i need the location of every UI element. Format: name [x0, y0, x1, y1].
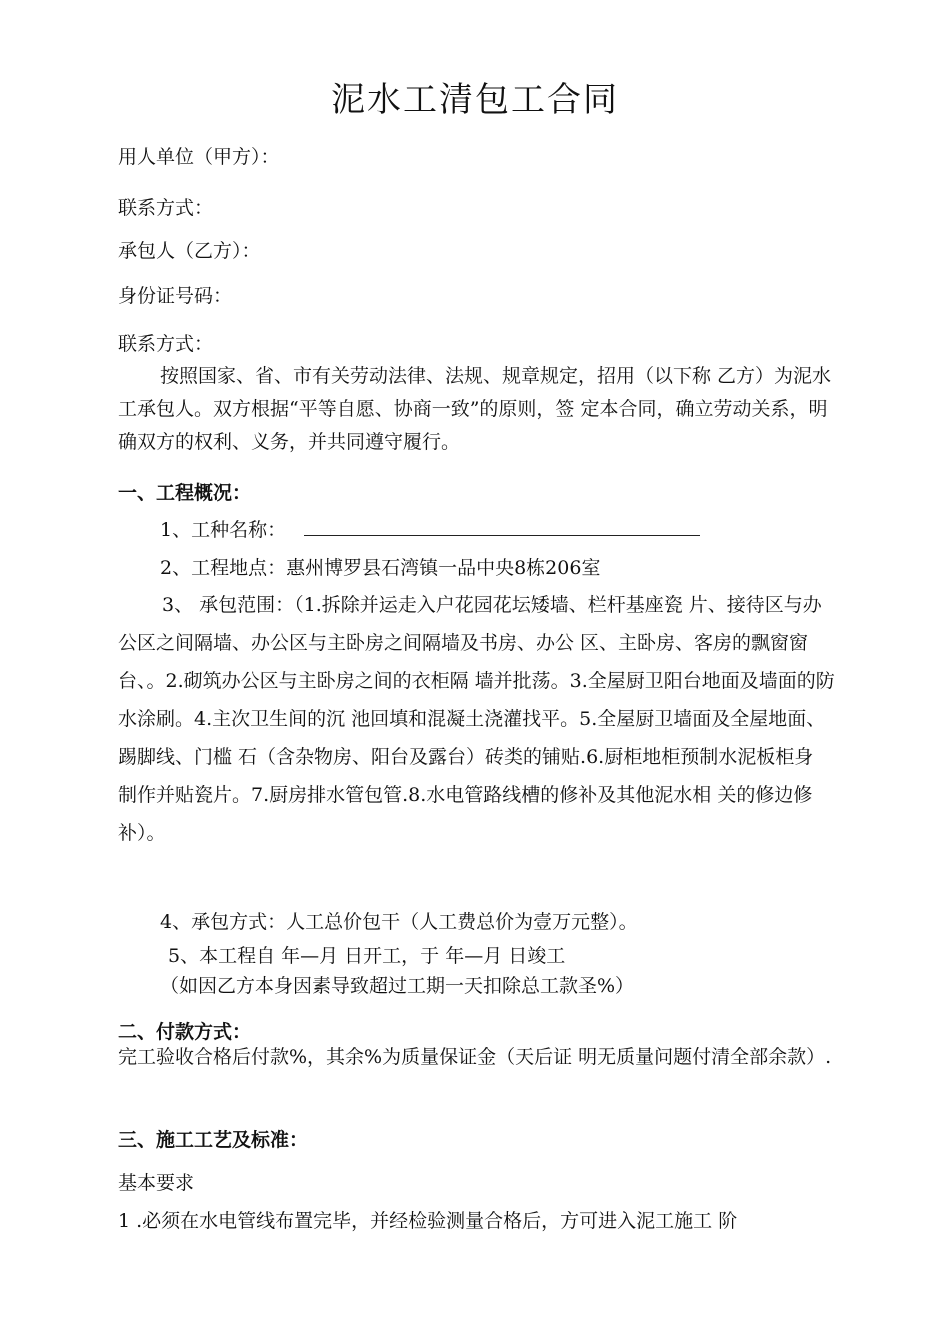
section-2-heading: 二、付款方式：: [118, 1021, 252, 1043]
contract-method-item: 4、承包方式：人工总价包干（人工费总价为壹万元整）。: [160, 911, 638, 933]
employer-contact-field: 联系方式：: [118, 197, 214, 219]
contractor-contact-field: 联系方式：: [118, 333, 214, 355]
basic-requirements-subheading: 基本要求: [118, 1172, 195, 1194]
requirement-item-1: 1 .必须在水电管线布置完毕，并经检验测量合格后，方可进入泥工施工 阶: [118, 1210, 738, 1232]
work-type-item: [160, 515, 700, 542]
schedule-item: 5、本工程自 年—月 日开工，于 年—月 日竣工: [168, 945, 566, 967]
intro-paragraph: 按照国家、省、市有关劳动法律、法规、规章规定，招用（以下称 乙方）为泥水工承包人。双方根据“平等自愿、协商一致”的原则，签 定本合同，确立劳动关系，明确双方的权利、义务，并共同遵守履行。: [118, 365, 832, 453]
project-location-item: 2、工程地点：惠州博罗县石湾镇一品中央8栋206室: [160, 557, 601, 579]
section-3-heading: 三、施工工艺及标准：: [118, 1129, 309, 1151]
document-title: 泥水工清包工合同: [331, 80, 619, 120]
schedule-penalty-note: （如因乙方本身因素导致超过工期一天扣除总工款圣%）: [160, 975, 635, 997]
contractor-field: 承包人（乙方）：: [118, 240, 261, 262]
work-type-label: 1、工种名称：: [160, 519, 287, 541]
employer-field: 用人单位（甲方）：: [118, 146, 280, 168]
id-number-field: 身份证号码：: [118, 285, 233, 307]
payment-paragraph: 完工验收合格后付款%，其余%为质量保证金（天后证 明无质量问题付清全部余款）.: [118, 1046, 832, 1068]
contract-scope-paragraph: 3、 承包范围：（1.拆除并运走入户花园花坛矮墙、栏杆基座瓷 片、接待区与办公区之间隔墙、办公区与主卧房之间隔墙及书房、办公 区、主卧房、客房的飘窗窗台、。2.砌筑办公区与主卧房之间的衣柜隔 墙并批荡。3.全屋厨卫阳台地面及墙面的防水涂刷。4.主次卫生间的沉 池回填和混凝土浇灌找平。5.全屋厨卫墙面及全屋地面、踢脚线、门槛 石（含杂物房、阳台及露台）砖类的铺贴.6.厨柜地柜预制水泥板柜身 制作并贴瓷片。7.厨房排水管包管.8.水电管路线槽的修补及其他泥水相 关的修边修补）。: [118, 594, 835, 844]
work-type-blank: [304, 517, 700, 536]
section-1-heading: 一、工程概况：: [118, 482, 252, 504]
